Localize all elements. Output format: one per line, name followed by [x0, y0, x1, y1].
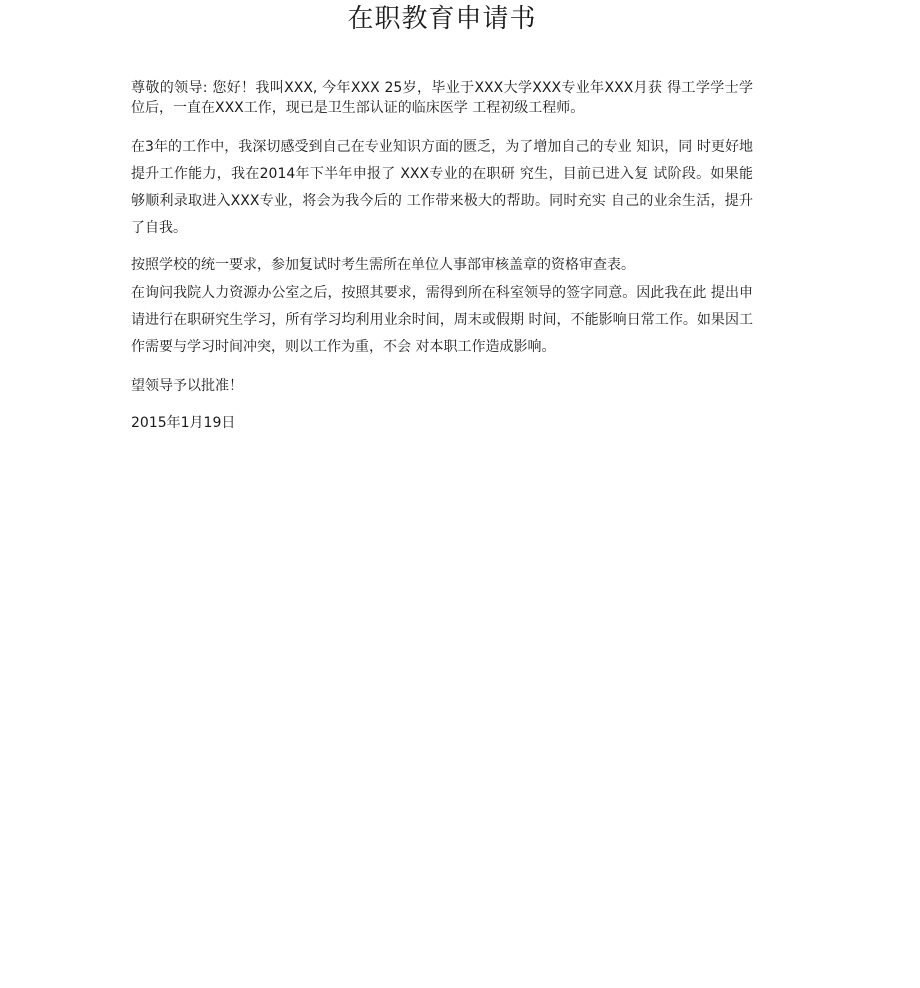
paragraph-application-request: 在询问我院人力资源办公室之后，按照其要求，需得到所在科室领导的签字同意。因此我在此 提出申请进行在职研究生学习，所有学习均利用业余时间，周末或假期 时间，不能影响日常工作。如果因工作需要与学习时间冲突，则以工作为重，不会 对本职工作造成影响。	[131, 285, 753, 355]
paragraph-school-requirement: 按照学校的统一要求，参加复试时考生需所在单位人事部审核盖章的资格审查表。	[131, 257, 635, 273]
document-date: 2015年1月19日	[131, 415, 236, 431]
document-body	[131, 78, 753, 437]
paragraph-closing: 望领导予以批准！	[131, 378, 243, 394]
document-title: 在职教育申请书	[347, 4, 537, 34]
paragraph-work-motivation: 在3年的工作中，我深切感受到自己在专业知识方面的匮乏，为了增加自己的专业 知识，同 时更好地提升工作能力，我在2014年下半年申报了 XXX专业的在职研 究生，目前已进入复 试阶段。如果能够顺利录取进入XXX专业，将会为我今后的 工作带来极大的帮助。同时充实 自己的业余生活，提升了自我。	[131, 139, 753, 236]
paragraph-greeting-intro: 尊敬的领导: 您好！我叫XXX, 今年XXX 25岁，毕业于XXX大学XXX专业年XXX月获 得工学学士学位后，一直在XXX工作，现已是卫生部认证的临床医学 工程初级工程师。	[131, 80, 753, 116]
